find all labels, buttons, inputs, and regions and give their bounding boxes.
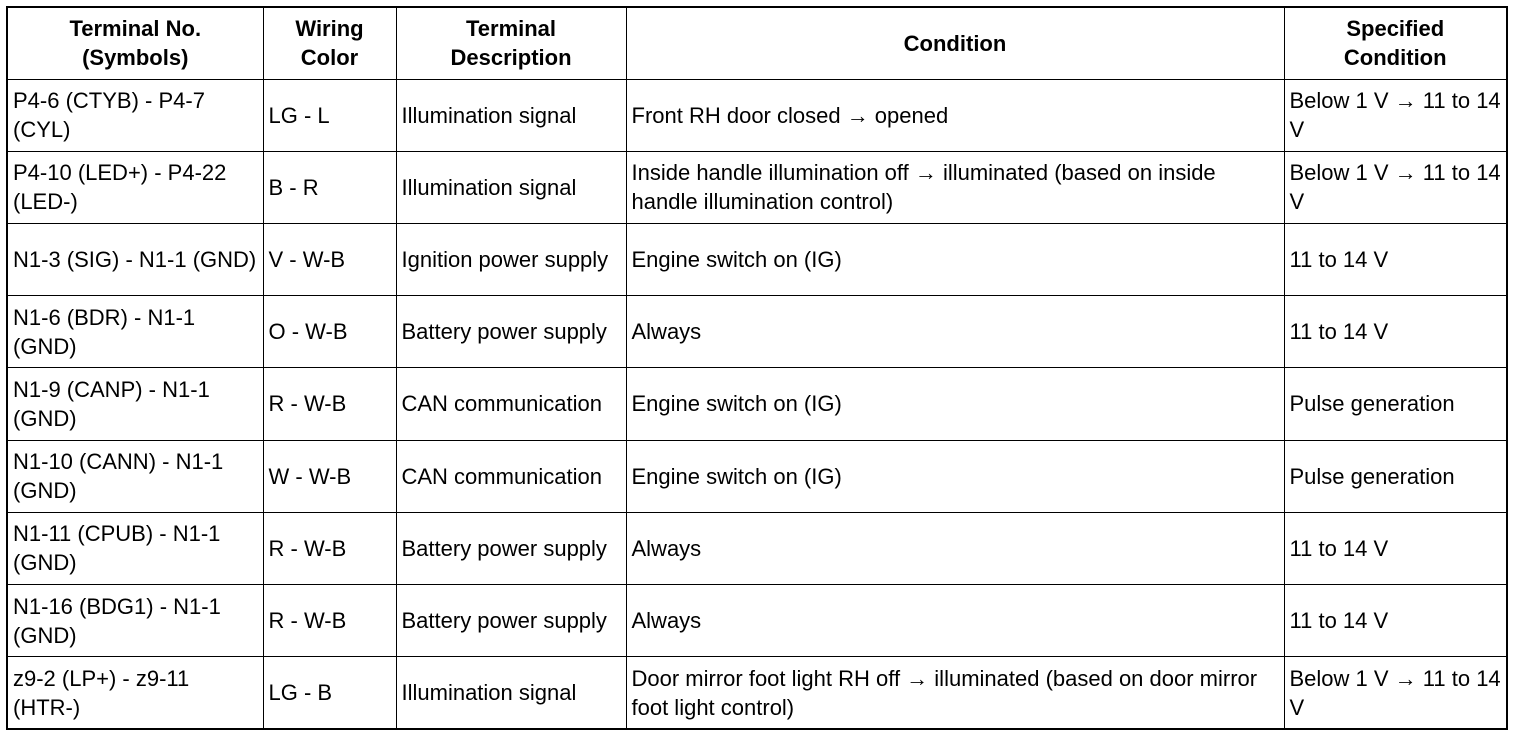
cell-terminal: N1-3 (SIG) - N1-1 (GND): [7, 223, 263, 295]
cell-terminal: N1-6 (BDR) - N1-1 (GND): [7, 296, 263, 368]
cell-specified: 11 to 14 V: [1284, 512, 1507, 584]
cell-terminal: P4-6 (CTYB) - P4-7 (CYL): [7, 79, 263, 151]
cell-description: CAN communication: [396, 440, 626, 512]
cell-wiring-color: LG - B: [263, 657, 396, 729]
cell-specified: 11 to 14 V: [1284, 296, 1507, 368]
table-row: [7, 585, 1507, 657]
table-row: [7, 151, 1507, 223]
cell-description: Battery power supply: [396, 585, 626, 657]
header-wiring-color: Wiring Color: [263, 7, 396, 79]
cell-specified: Pulse generation: [1284, 368, 1507, 440]
cell-specified: Below 1 V → 11 to 14 V: [1284, 657, 1507, 729]
header-terminal-description: Terminal Description: [396, 7, 626, 79]
cell-wiring-color: R - W-B: [263, 368, 396, 440]
cell-wiring-color: B - R: [263, 151, 396, 223]
cell-condition: Always: [626, 296, 1284, 368]
cell-description: Illumination signal: [396, 151, 626, 223]
cell-terminal: z9-2 (LP+) - z9-11 (HTR-): [7, 657, 263, 729]
cell-specified: Below 1 V → 11 to 14 V: [1284, 151, 1507, 223]
table-row: [7, 296, 1507, 368]
cell-description: Illumination signal: [396, 657, 626, 729]
cell-specified: Below 1 V → 11 to 14 V: [1284, 79, 1507, 151]
cell-terminal: P4-10 (LED+) - P4-22 (LED-): [7, 151, 263, 223]
table-row: [7, 368, 1507, 440]
cell-terminal: N1-9 (CANP) - N1-1 (GND): [7, 368, 263, 440]
cell-condition: Engine switch on (IG): [626, 223, 1284, 295]
cell-specified: Pulse generation: [1284, 440, 1507, 512]
cell-wiring-color: LG - L: [263, 79, 396, 151]
cell-condition: Inside handle illumination off → illuminated (based on inside handle illumination control): [626, 151, 1284, 223]
header-condition: Condition: [626, 7, 1284, 79]
cell-wiring-color: V - W-B: [263, 223, 396, 295]
cell-description: Battery power supply: [396, 296, 626, 368]
table-row: [7, 223, 1507, 295]
cell-terminal: N1-10 (CANN) - N1-1 (GND): [7, 440, 263, 512]
terminal-spec-table: [6, 6, 1508, 730]
cell-description: CAN communication: [396, 368, 626, 440]
cell-terminal: N1-11 (CPUB) - N1-1 (GND): [7, 512, 263, 584]
cell-terminal: N1-16 (BDG1) - N1-1 (GND): [7, 585, 263, 657]
cell-description: Battery power supply: [396, 512, 626, 584]
table-row: [7, 512, 1507, 584]
table-row: [7, 440, 1507, 512]
cell-condition: Engine switch on (IG): [626, 440, 1284, 512]
cell-condition: Engine switch on (IG): [626, 368, 1284, 440]
cell-specified: 11 to 14 V: [1284, 223, 1507, 295]
cell-wiring-color: O - W-B: [263, 296, 396, 368]
cell-wiring-color: R - W-B: [263, 585, 396, 657]
cell-condition: Always: [626, 512, 1284, 584]
header-row: [7, 7, 1507, 79]
cell-condition: Always: [626, 585, 1284, 657]
cell-wiring-color: R - W-B: [263, 512, 396, 584]
cell-condition: Front RH door closed → opened: [626, 79, 1284, 151]
cell-condition: Door mirror foot light RH off → illuminated (based on door mirror foot light control): [626, 657, 1284, 729]
header-terminal-no: Terminal No. (Symbols): [7, 7, 263, 79]
cell-description: Illumination signal: [396, 79, 626, 151]
table-row: [7, 79, 1507, 151]
cell-wiring-color: W - W-B: [263, 440, 396, 512]
cell-description: Ignition power supply: [396, 223, 626, 295]
cell-specified: 11 to 14 V: [1284, 585, 1507, 657]
table-row: [7, 657, 1507, 729]
header-specified-condition: Specified Condition: [1284, 7, 1507, 79]
